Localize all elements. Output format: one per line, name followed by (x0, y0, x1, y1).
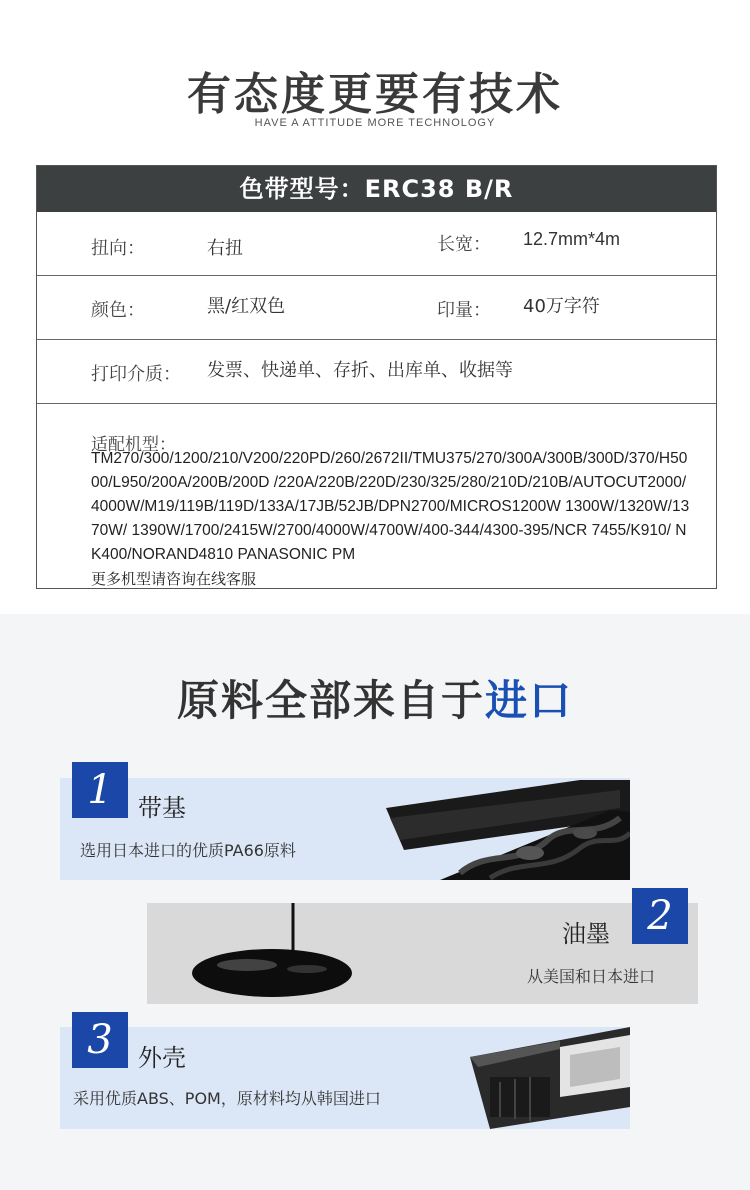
spec-label-twist: 扭向： (91, 238, 145, 259)
spec-value-color: 黑/红双色 (207, 296, 286, 317)
card-number-1: 1 (72, 762, 128, 818)
materials-title-main: 原料全部来自于 (176, 676, 485, 725)
ribbon-cartridge-image (380, 778, 630, 880)
cartridge-shell-image (470, 1027, 630, 1129)
spec-table (36, 165, 717, 589)
card-title-ink: 油墨 (562, 920, 610, 948)
card-number-2: 2 (632, 888, 688, 944)
compat-label: 适配机型： (91, 435, 176, 455)
spec-label-yield: 印量： (437, 300, 491, 321)
compat-more: 更多机型请咨询在线客服 (91, 570, 257, 588)
card-number-3: 3 (72, 1012, 128, 1068)
spec-value-size: 12.7mm*4m (523, 229, 621, 249)
ink-drop-image (187, 903, 367, 1004)
card-desc-base: 选用日本进口的优质PA66原料 (80, 841, 296, 860)
hero-subtitle: HAVE A ATTITUDE MORE TECHNOLOGY (254, 117, 496, 129)
spec-row-twist (37, 212, 716, 276)
spec-label-size: 长宽： (437, 234, 491, 255)
spec-label-color: 颜色： (91, 300, 145, 321)
spec-row-color (37, 276, 716, 340)
compat-models: TM270/300/1200/210/V200/220PD/260/2672II/TMU375/270/300A/300B/300D/370/H5000/L950/200A/200B/200D /220A/220B/220D/230/325/280/210D/210B/AUTOCUT2000/4000W/M19/119B/119D/133A/17JB/52JB/DPN2700/MICROS1200W 1300W/1320W/1370W/ 1390W/1700/2415W/2700/4000W/4700W/400-344/4300-395/NCR 7455/K910/ NK400/NORAND4810 PANASONIC PM (91, 450, 690, 563)
spec-header: 色带型号：ERC38 B/R (37, 166, 716, 212)
spec-value-yield: 40万字符 (523, 296, 600, 317)
card-title-shell: 外壳 (138, 1044, 186, 1072)
spec-label-media: 打印介质： (91, 364, 181, 385)
material-card-ink (147, 903, 698, 1004)
spec-value-media: 发票、快递单、存折、出库单、收据等 (207, 360, 513, 381)
spec-row-media (37, 340, 716, 404)
materials-section (0, 614, 750, 1190)
card-desc-shell: 采用优质ABS、POM，原材料均从韩国进口 (73, 1089, 381, 1108)
card-desc-ink: 从美国和日本进口 (527, 967, 656, 986)
spec-value-twist: 右扭 (207, 238, 243, 259)
materials-title-highlight: 进口 (485, 676, 574, 725)
materials-title (0, 668, 750, 728)
card-title-base: 带基 (138, 794, 186, 822)
hero-title: 有态度更要有技术 (187, 69, 563, 120)
